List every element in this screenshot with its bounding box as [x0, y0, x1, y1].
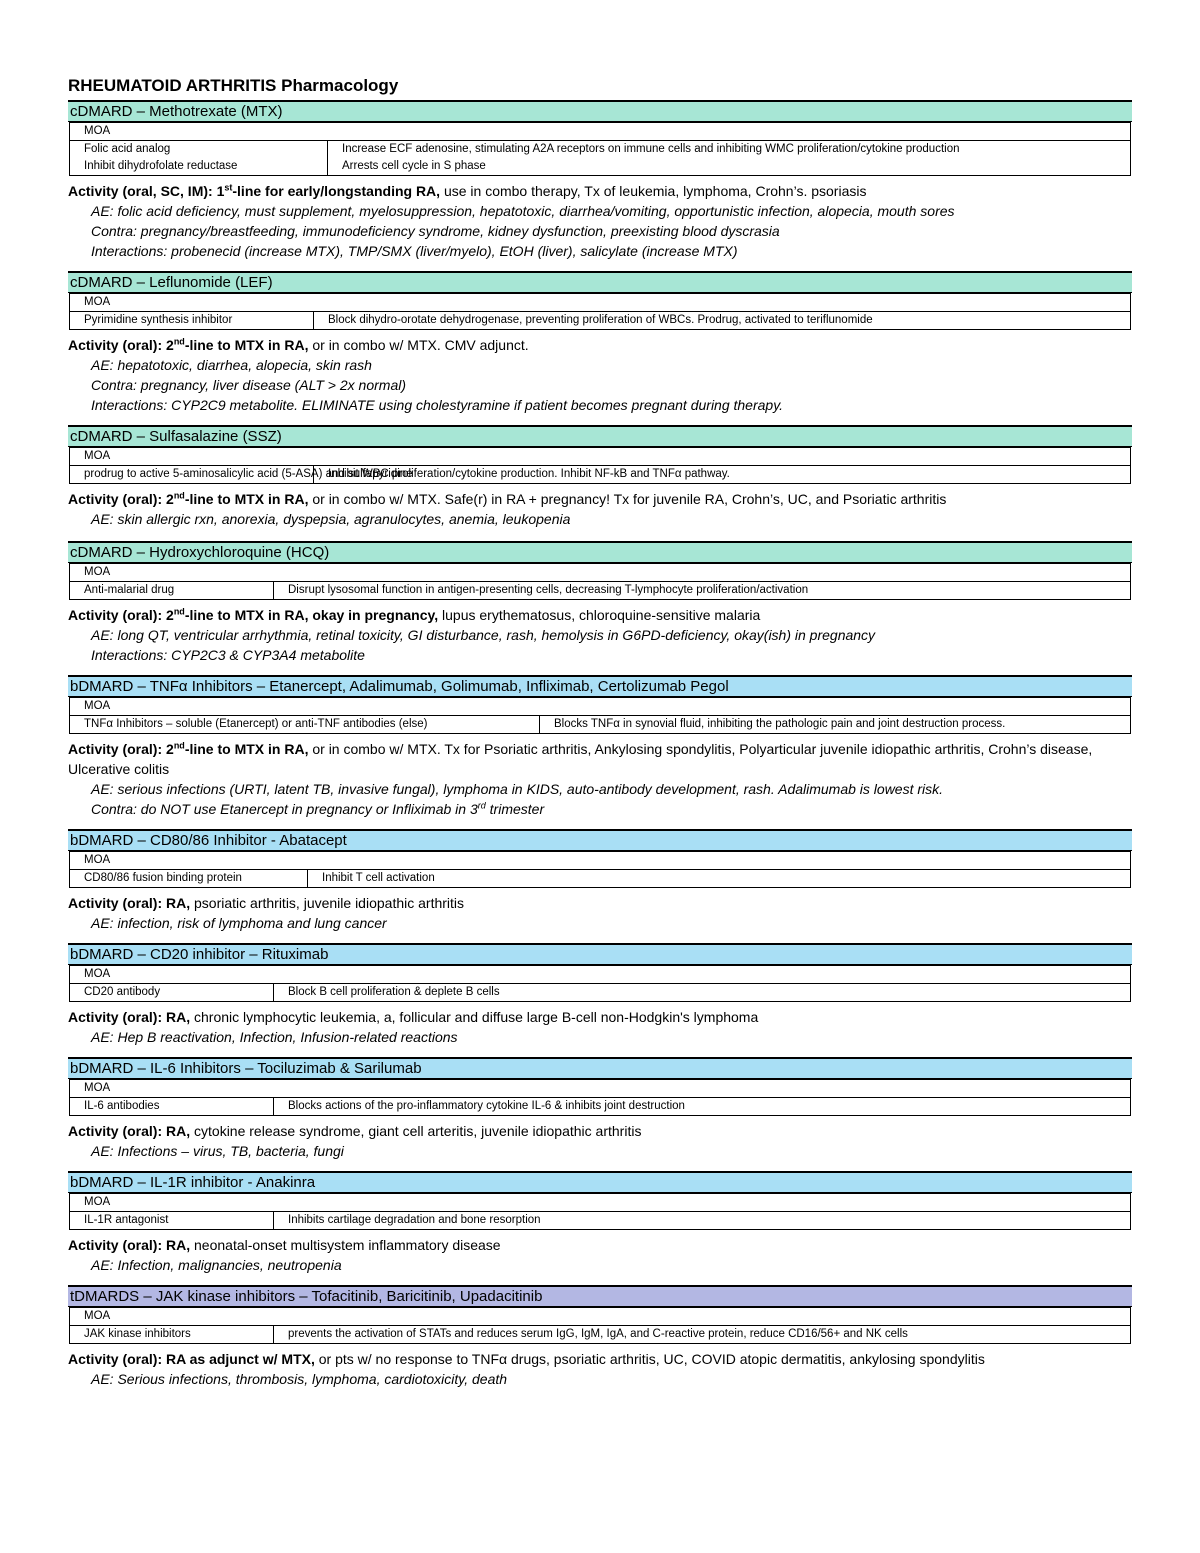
- moa-mechanism-text: Block dihydro-orotate dehydrogenase, preventing proliferation of WBCs. Prodrug, activated to teriflunomide: [328, 314, 873, 326]
- drug-sections: [68, 100, 1132, 1389]
- contraindications-note: Contra: pregnancy/breastfeeding, immunodeficiency syndrome, kidney dysfunction, preexisting blood dyscrasia: [91, 223, 780, 239]
- drug-section: [68, 541, 1132, 665]
- moa-mechanism-text: Blocks TNFα in synovial fluid, inhibiting the pathologic pain and joint destruction process.: [554, 718, 1006, 730]
- moa-label: MOA: [70, 448, 1131, 466]
- drug-class-header: bDMARD – CD20 inhibitor – Rituximab: [68, 943, 1132, 965]
- activity-heading: Activity (oral): RA,: [68, 895, 191, 911]
- moa-row: [70, 984, 1131, 1002]
- drug-class-header: cDMARD – Methotrexate (MTX): [68, 100, 1132, 122]
- moa-mechanism-cell: [274, 1212, 1131, 1230]
- activity-line: [68, 1007, 1132, 1027]
- moa-label: MOA: [70, 1308, 1131, 1326]
- activity-line: [68, 181, 1132, 201]
- activity-details: or pts w/ no response to TNFα drugs, psoriatic arthritis, UC, COVID atopic dermatitis, ankylosing spondylitis: [314, 1351, 985, 1367]
- activity-line: [68, 489, 1132, 509]
- moa-label-row: [70, 448, 1131, 466]
- activity-details: neonatal-onset multisystem inflammatory disease: [190, 1237, 501, 1253]
- drug-section: [68, 1057, 1132, 1161]
- adverse-effects-note: AE: Hep B reactivation, Infection, Infusion-related reactions: [91, 1029, 458, 1045]
- moa-label-row: [70, 966, 1131, 984]
- drug-class-header: bDMARD – IL-1R inhibitor - Anakinra: [68, 1171, 1132, 1193]
- adverse-effects-note: AE: Serious infections, thrombosis, lymphoma, cardiotoxicity, death: [91, 1371, 508, 1387]
- activity-details: or in combo w/ MTX. Safe(r) in RA + pregnancy! Tx for juvenile RA, Crohn’s, UC, and Psoriatic arthritis: [308, 491, 947, 507]
- adverse-effects-note: AE: long QT, ventricular arrhythmia, retinal toxicity, GI disturbance, rash, hemolysis in G6PD-deficiency, okay(ish) in pregnancy: [91, 627, 876, 643]
- moa-label-row: [70, 564, 1131, 582]
- activity-details: use in combo therapy, Tx of leukemia, lymphoma, Crohn’s. psoriasis: [440, 183, 867, 199]
- moa-class-cell: [70, 582, 274, 600]
- activity-details: lupus erythematosus, chloroquine-sensitive malaria: [438, 607, 761, 623]
- moa-row: [70, 466, 1131, 484]
- moa-label: MOA: [70, 294, 1131, 312]
- moa-table: [69, 1193, 1131, 1230]
- moa-mechanism-text: Inhibit T cell activation: [322, 872, 435, 884]
- activity-line: [68, 1235, 1132, 1255]
- moa-label: MOA: [70, 852, 1131, 870]
- adverse-effects-note: AE: hepatotoxic, diarrhea, alopecia, skin rash: [91, 357, 372, 373]
- moa-row: [70, 870, 1131, 888]
- moa-class-text: Folic acid analog: [84, 143, 171, 155]
- drug-section: [68, 1171, 1132, 1275]
- moa-mechanism-cell: [328, 141, 1131, 176]
- moa-mechanism-cell: [274, 984, 1131, 1002]
- moa-table: [69, 122, 1131, 176]
- moa-label-row: [70, 294, 1131, 312]
- moa-table: [69, 447, 1131, 484]
- adverse-effects-note: AE: Infections – virus, TB, bacteria, fungi: [91, 1143, 344, 1159]
- contraindications-note: Contra: pregnancy, liver disease (ALT > 2x normal): [91, 377, 407, 393]
- drug-class-header: bDMARD – CD80/86 Inhibitor - Abatacept: [68, 829, 1132, 851]
- activity-line: [68, 893, 1132, 913]
- drug-class-header: cDMARD – Sulfasalazine (SSZ): [68, 425, 1132, 447]
- moa-mechanism-text: Blocks actions of the pro-inflammatory cytokine IL-6 & inhibits joint destruction: [288, 1100, 685, 1112]
- contraindications-note: Contra: do NOT use Etanercept in pregnancy or Infliximab in 3rd trimester: [91, 800, 545, 817]
- moa-class-cell: [70, 984, 274, 1002]
- moa-mechanism-cell: [314, 312, 1131, 330]
- adverse-effects-note: AE: skin allergic rxn, anorexia, dyspepsia, agranulocytes, anemia, leukopenia: [91, 511, 571, 527]
- moa-row: [70, 1212, 1131, 1230]
- moa-row: [70, 582, 1131, 600]
- activity-details: or in combo w/ MTX. Tx for Psoriatic arthritis, Ankylosing spondylitis, Polyarticular juvenile idiopathic arthritis, Crohn’s disease, Ulcerative colitis: [68, 741, 1093, 777]
- moa-mechanism-text: Block B cell proliferation & deplete B cells: [288, 986, 500, 998]
- adverse-effects-note: AE: Infection, malignancies, neutropenia: [91, 1257, 342, 1273]
- adverse-effects-note: AE: folic acid deficiency, must supplement, myelosuppression, hepatotoxic, diarrhea/vomiting, opportunistic infection, alopecia, mouth sores: [91, 203, 955, 219]
- moa-class-cell: [70, 141, 328, 176]
- moa-label: MOA: [70, 966, 1131, 984]
- activity-heading: Activity (oral): 2nd-line to MTX in RA,: [68, 490, 309, 507]
- drug-section: [68, 829, 1132, 933]
- activity-line: [68, 739, 1132, 779]
- activity-line: [68, 1121, 1132, 1141]
- moa-row: [70, 1326, 1131, 1344]
- drug-section: [68, 675, 1132, 819]
- moa-mechanism-cell: [308, 870, 1131, 888]
- activity-details: or in combo w/ MTX. CMV adjunct.: [308, 337, 529, 353]
- activity-heading: Activity (oral): RA,: [68, 1123, 191, 1139]
- moa-mechanism-cell: [314, 466, 1131, 484]
- activity-line: [68, 335, 1132, 355]
- moa-class-text: CD80/86 fusion binding protein: [84, 872, 242, 884]
- moa-mechanism-text: Disrupt lysosomal function in antigen-presenting cells, decreasing T-lymphocyte proliferation/activation: [288, 584, 809, 596]
- drug-section: [68, 943, 1132, 1047]
- activity-details: chronic lymphocytic leukemia, a, follicular and diffuse large B-cell non-Hodgkin's lymphoma: [190, 1009, 759, 1025]
- moa-table: [69, 851, 1131, 888]
- moa-class-text: CD20 antibody: [84, 986, 161, 998]
- drug-class-header: bDMARD – TNFα Inhibitors – Etanercept, Adalimumab, Golimumab, Infliximab, Certolizumab Pegol: [68, 675, 1132, 697]
- moa-label: MOA: [70, 1194, 1131, 1212]
- drug-class-header: cDMARD – Hydroxychloroquine (HCQ): [68, 541, 1132, 563]
- moa-class-text: JAK kinase inhibitors: [84, 1328, 191, 1340]
- activity-heading: Activity (oral): 2nd-line to MTX in RA,: [68, 740, 309, 757]
- drug-section: [68, 100, 1132, 261]
- interactions-note: Interactions: probenecid (increase MTX), TMP/SMX (liver/myelo), EtOH (liver), salicylate (increase MTX): [91, 243, 738, 259]
- moa-class-cell: [70, 716, 540, 734]
- moa-table: [69, 965, 1131, 1002]
- moa-class-text: IL-1R antagonist: [84, 1214, 169, 1226]
- activity-details: cytokine release syndrome, giant cell arteritis, juvenile idiopathic arthritis: [190, 1123, 642, 1139]
- drug-class-header: bDMARD – IL-6 Inhibitors – Tociluzimab & Sarilumab: [68, 1057, 1132, 1079]
- activity-heading: Activity (oral): 2nd-line to MTX in RA, okay in pregnancy,: [68, 606, 439, 623]
- moa-class-text: Pyrimidine synthesis inhibitor: [84, 314, 233, 326]
- interactions-note: Interactions: CYP2C3 & CYP3A4 metabolite: [91, 647, 365, 663]
- moa-table: [69, 1307, 1131, 1344]
- activity-heading: Activity (oral): RA,: [68, 1009, 191, 1025]
- moa-class-text: prodrug to active 5-aminosalicylic acid (5-ASA) and sulfapyridine: [84, 468, 413, 480]
- moa-label: MOA: [70, 564, 1131, 582]
- moa-class-cell: [70, 1326, 274, 1344]
- moa-mechanism-cell: [274, 582, 1131, 600]
- moa-row: [70, 1098, 1131, 1116]
- moa-label-row: [70, 1080, 1131, 1098]
- moa-mechanism-text: Inhibit WBC proliferation/cytokine production. Inhibit NF-kB and TNFα pathway.: [328, 468, 730, 480]
- adverse-effects-note: AE: infection, risk of lymphoma and lung cancer: [91, 915, 387, 931]
- interactions-note: Interactions: CYP2C9 metabolite. ELIMINATE using cholestyramine if patient becomes pregnant during therapy.: [91, 397, 784, 413]
- drug-class-header: tDMARDS – JAK kinase inhibitors – Tofacitinib, Baricitinib, Upadacitinib: [68, 1285, 1132, 1307]
- moa-label-row: [70, 852, 1131, 870]
- moa-class-cell: [70, 466, 413, 484]
- moa-mechanism-text: Arrests cell cycle in S phase: [342, 160, 486, 172]
- moa-mechanism-cell: [540, 716, 1131, 734]
- drug-class-header: cDMARD – Leflunomide (LEF): [68, 271, 1132, 293]
- moa-table: [69, 1079, 1131, 1116]
- moa-class-cell: [70, 870, 308, 888]
- activity-heading: Activity (oral): RA as adjunct w/ MTX,: [68, 1351, 315, 1367]
- moa-mechanism-text: prevents the activation of STATs and reduces serum IgG, IgM, IgA, and C-reactive protein, reduce CD16/56+ and NK cells: [288, 1328, 908, 1340]
- moa-class-text: IL-6 antibodies: [84, 1100, 160, 1112]
- moa-mechanism-text: Inhibits cartilage degradation and bone resorption: [288, 1214, 541, 1226]
- adverse-effects-note: AE: serious infections (URTI, latent TB, invasive fungal), lymphoma in KIDS, auto-antibody development, rash. Adalimumab is lowest risk.: [91, 781, 944, 797]
- moa-label-row: [70, 123, 1131, 141]
- moa-row: [70, 141, 1131, 176]
- moa-label: MOA: [70, 1080, 1131, 1098]
- moa-class-cell: [70, 1212, 274, 1230]
- moa-class-text: Anti-malarial drug: [84, 584, 175, 596]
- moa-table: [69, 293, 1131, 330]
- drug-section: [68, 271, 1132, 415]
- moa-mechanism-cell: [274, 1098, 1131, 1116]
- document-title: RHEUMATOID ARTHRITIS Pharmacology: [68, 76, 399, 95]
- activity-heading: Activity (oral): 2nd-line to MTX in RA,: [68, 336, 309, 353]
- moa-class-text: Inhibit dihydrofolate reductase: [84, 160, 238, 172]
- activity-line: [68, 1349, 1132, 1369]
- moa-class-text: TNFα Inhibitors – soluble (Etanercept) or anti-TNF antibodies (else): [84, 718, 428, 730]
- moa-label: MOA: [70, 123, 1131, 141]
- moa-mechanism-text: Increase ECF adenosine, stimulating A2A receptors on immune cells and inhibiting WMC proliferation/cytokine production: [342, 143, 960, 155]
- moa-mechanism-cell: [274, 1326, 1131, 1344]
- activity-details: psoriatic arthritis, juvenile idiopathic arthritis: [190, 895, 465, 911]
- drug-section: [68, 1285, 1132, 1389]
- moa-row: [70, 716, 1131, 734]
- activity-heading: Activity (oral, SC, IM): 1st-line for early/longstanding RA,: [68, 182, 441, 199]
- document-page: [68, 74, 1132, 1399]
- moa-label-row: [70, 698, 1131, 716]
- moa-table: [69, 563, 1131, 600]
- activity-line: [68, 605, 1132, 625]
- moa-row: [70, 312, 1131, 330]
- moa-class-cell: [70, 1098, 274, 1116]
- activity-heading: Activity (oral): RA,: [68, 1237, 191, 1253]
- moa-table: [69, 697, 1131, 734]
- moa-class-cell: [70, 312, 314, 330]
- moa-label-row: [70, 1308, 1131, 1326]
- drug-section: [68, 425, 1132, 529]
- moa-label: MOA: [70, 698, 1131, 716]
- moa-label-row: [70, 1194, 1131, 1212]
